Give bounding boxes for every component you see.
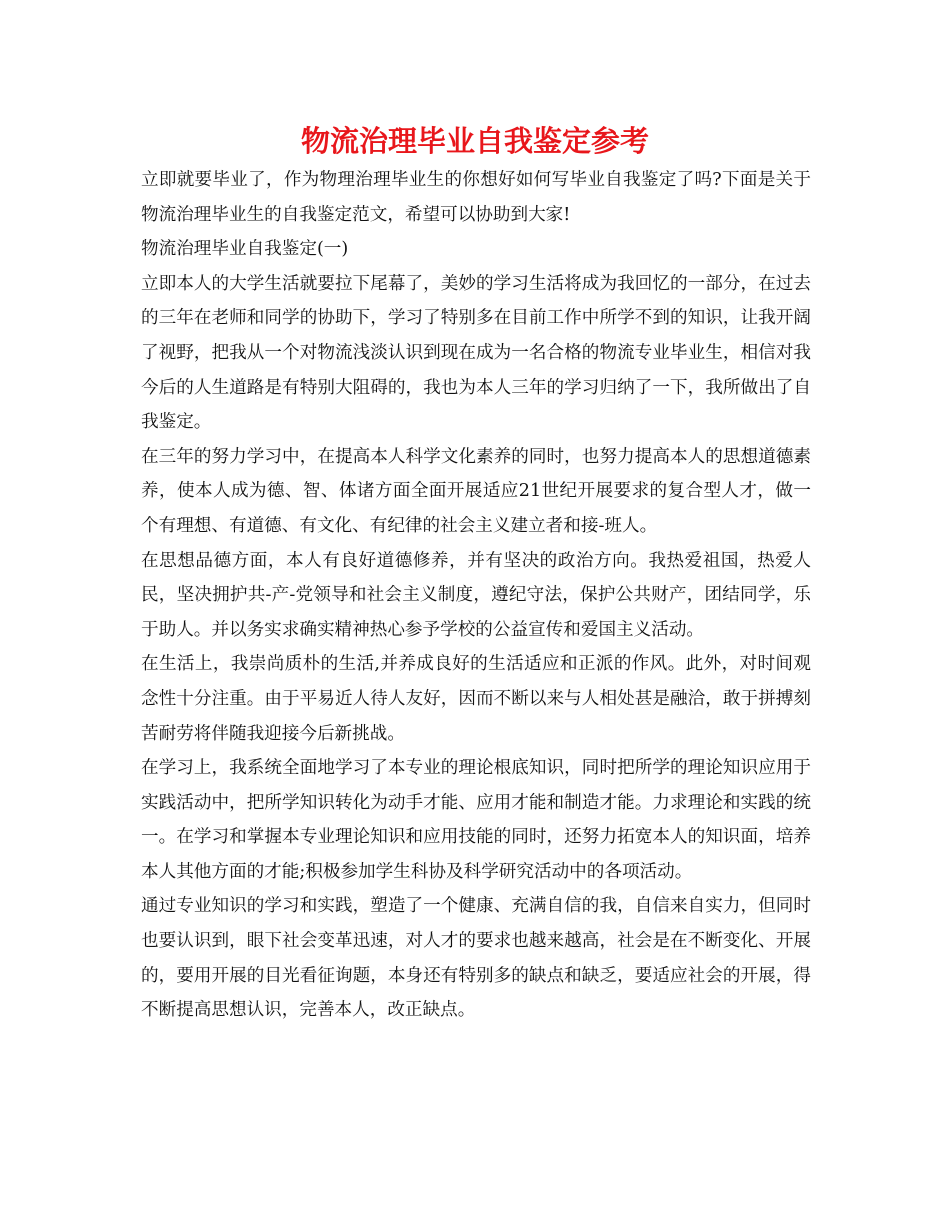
paragraph: 在学习上，我系统全面地学习了本专业的理论根底知识，同时把所学的理论知识应用于实践活动中，把所学知识转化为动手才能、应用才能和制造才能。力求理论和实践的统一。在学习和掌握本专业理论知识和应用技能的同时，还努力拓宽本人的知识面，培养本人其他方面的才能;积极参加学生科协及科学研究活动中的各项活动。 bbox=[141, 758, 811, 882]
paragraph: 通过专业知识的学习和实践，塑造了一个健康、充满自信的我，自信来自实力，但同时也要认识到，眼下社会变革迅速，对人才的要求也越来越高，社会是在不断变化、开展的，要用开展的目光看征询题，本身还有特别多的缺点和缺乏，要适应社会的开展，得不断提高思想认识，完善本人，改正缺点。 bbox=[141, 896, 811, 1021]
document-title: 物流治理毕业自我鉴定参考 bbox=[300, 124, 649, 158]
paragraph: 在三年的努力学习中，在提高本人科学文化素养的同时，也努力提高本人的思想道德素养，使本人成为德、智、体诸方面全面开展适应21世纪开展要求的复合型人才，做一个有理想、有道德、有文化、有纪律的社会主义建立者和接-班人。 bbox=[141, 446, 811, 536]
paragraph: 在思想品德方面，本人有良好道德修养，并有坚决的政治方向。我热爱祖国，热爱人民，坚决拥护共-产-党领导和社会主义制度，遵纪守法，保护公共财产，团结同学，乐于助人。并以务实求确实精神热心参予学校的公益宣传和爱国主义活动。 bbox=[141, 550, 811, 640]
paragraph: 立即本人的大学生活就要拉下尾幕了，美妙的学习生活将成为我回忆的一部分，在过去的三年在老师和同学的协助下，学习了特别多在目前工作中所学不到的知识，让我开阔了视野，把我从一个对物流浅淡认识到现在成为一名合格的物流专业毕业生，相信对我今后的人生道路是有特别大阻碍的，我也为本人三年的学习归纳了一下，我所做出了自我鉴定。 bbox=[141, 273, 811, 433]
paragraph-intro: 立即就要毕业了，作为物理治理毕业生的你想好如何写毕业自我鉴定了吗?下面是关于物流治理毕业生的自我鉴定范文，希望可以协助到大家! bbox=[141, 170, 811, 225]
document-body bbox=[141, 163, 811, 1028]
paragraph: 在生活上，我崇尚质朴的生活,并养成良好的生活适应和正派的作风。此外，对时间观念性十分注重。由于平易近人待人友好，因而不断以来与人相处甚是融洽，敢于拼搏刻苦耐劳将伴随我迎接今后新挑战。 bbox=[141, 654, 811, 744]
section-heading: 物流治理毕业自我鉴定(一) bbox=[141, 239, 349, 260]
